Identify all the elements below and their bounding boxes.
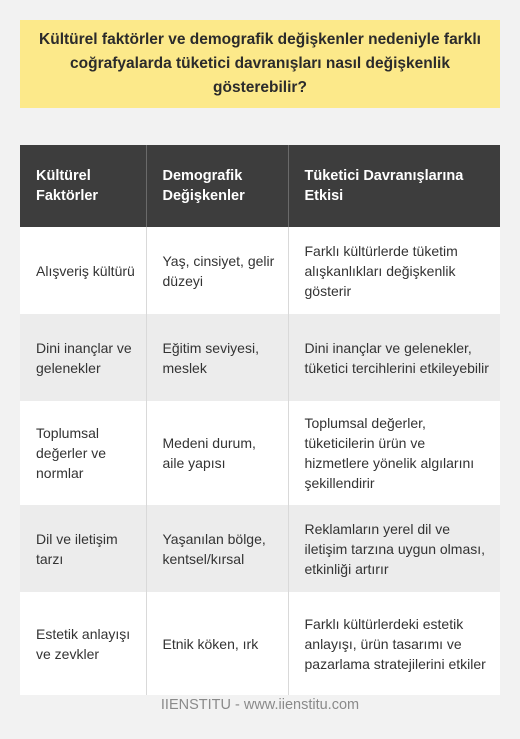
footer-credit (0, 697, 520, 713)
cell-cultural-factor: Toplumsal değerler ve normlar (20, 401, 146, 505)
header-consumer-behavior-effect: Tüketici Davranışlarına Etkisi (288, 145, 500, 227)
cell-demographic: Yaşanılan bölge, kentsel/kırsal (146, 505, 288, 592)
cell-effect: Farklı kültürlerdeki estetik anlayışı, ürün tasarımı ve pazarlama stratejilerini etkiler (304, 615, 486, 672)
table-row (20, 592, 500, 695)
cell-cultural-factor: Dini inançlar ve gelenekler (20, 314, 146, 401)
title-banner (20, 20, 500, 108)
table-row (20, 505, 500, 592)
footer-text: IIENSTITU - www.iienstitu.com (160, 697, 360, 713)
cell-effect: Farklı kültürlerde tüketim alışkanlıkları değişkenlik gösterir (304, 242, 458, 299)
cell-cultural-factor: Alışveriş kültürü (20, 227, 146, 314)
cell-demographic: Yaş, cinsiyet, gelir düzeyi (146, 227, 288, 314)
cell-demographic: Eğitim seviyesi, meslek (146, 314, 288, 401)
comparison-table (20, 145, 500, 695)
header-demographic-variables: Demografik Değişkenler (146, 145, 288, 227)
cell-effect: Reklamların yerel dil ve iletişim tarzına uygun olması, etkinliği artırır (304, 520, 486, 577)
header-cultural-factors: Kültürel Faktörler (20, 145, 146, 227)
cell-cultural-factor: Estetik anlayışı ve zevkler (20, 592, 146, 695)
table-row (20, 401, 500, 505)
cell-effect: Dini inançlar ve gelenekler, tüketici tercihlerini etkileyebilir (304, 339, 489, 376)
cell-cultural-factor: Dil ve iletişim tarzı (20, 505, 146, 592)
cell-effect: Toplumsal değerler, tüketicilerin ürün ve hizmetlere yönelik algılarını şekillendirir (304, 415, 475, 491)
table-row (20, 227, 500, 314)
page-title: Kültürel faktörler ve demografik değişkenler nedeniyle farklı coğrafyalarda tüketici davranışları nasıl değişkenlik gösterebilir? (39, 31, 481, 96)
table-row (20, 314, 500, 401)
cell-demographic: Medeni durum, aile yapısı (146, 401, 288, 505)
table-header-row (20, 145, 500, 227)
cell-demographic: Etnik köken, ırk (146, 592, 288, 695)
